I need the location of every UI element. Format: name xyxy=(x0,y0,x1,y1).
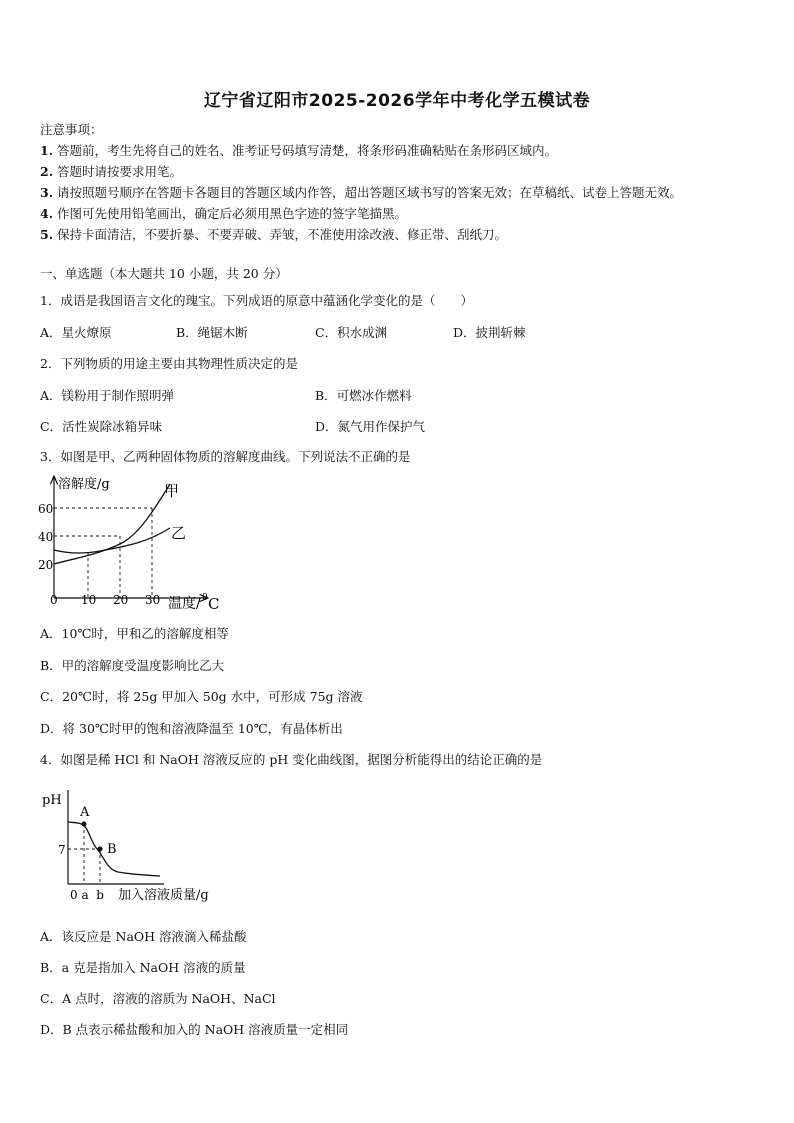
notice-num: 2. xyxy=(40,164,54,179)
notice-num: 5. xyxy=(40,227,54,242)
q2-stem: 2．下列物质的用途主要由其物理性质决定的是 xyxy=(40,356,298,371)
notice-text: 保持卡面清洁，不要折暴、不要弄破、弄皱，不准使用涂改液、修正带、刮纸刀。 xyxy=(57,227,508,242)
q3-option-c: C．20℃时，将 25g 甲加入 50g 水中，可形成 75g 溶液 xyxy=(40,689,363,704)
point-a-label: A xyxy=(80,805,90,820)
q4-stem: 4．如图是稀 HCl 和 NaOH 溶液反应的 pH 变化曲线图，据图分析能得出的结论正确的是 xyxy=(40,752,543,767)
y-tick: 60 xyxy=(38,502,54,516)
q1-option-b: B．绳锯木断 xyxy=(176,325,248,340)
notice-text: 答题时请按要求用笔。 xyxy=(57,164,183,179)
q2-option-a: A．镁粉用于制作照明弹 xyxy=(40,388,175,403)
q3-option-b: B．甲的溶解度受温度影响比乙大 xyxy=(40,658,225,673)
curve-jia xyxy=(54,484,170,564)
q2-option-d: D．氮气用作保护气 xyxy=(315,419,426,434)
q3-option-d: D．将 30℃时甲的饱和溶液降温至 10℃，有晶体析出 xyxy=(40,721,343,736)
q4-option-d: D．B 点表示稀盐酸和加入的 NaOH 溶液质量一定相同 xyxy=(40,1022,349,1037)
x-tick: 0 xyxy=(50,593,58,607)
notice-num: 3. xyxy=(40,185,54,200)
notice-item-5 xyxy=(40,225,507,243)
x-tick: 10 xyxy=(81,593,97,607)
guide-lines xyxy=(68,824,100,884)
q4-option-c: C．A 点时，溶液的溶质为 NaOH、NaCl xyxy=(40,991,276,1006)
q1-option-c: C．积水成渊 xyxy=(315,325,388,340)
solubility-graph xyxy=(36,470,236,620)
y-axis-label: 溶解度/g xyxy=(58,477,110,492)
y-tick-7: 7 xyxy=(58,843,66,857)
y-tick: 40 xyxy=(38,530,54,544)
x-axis-unit-superscript: 0 xyxy=(202,593,208,603)
notice-item-2 xyxy=(40,162,182,180)
curve-jia-label: 甲 xyxy=(164,482,180,500)
q2-option-b: B．可燃冰作燃料 xyxy=(315,388,412,403)
ph-graph xyxy=(40,788,230,910)
q1-option-a: A．星火燎原 xyxy=(40,325,112,340)
q1-stem: 1．成语是我国语言文化的瑰宝。下列成语的原意中蕴涵化学变化的是（ ） xyxy=(40,293,473,308)
point-a xyxy=(82,822,87,827)
point-b xyxy=(98,847,103,852)
x-axis-unit: C xyxy=(208,595,220,613)
notice-num: 1. xyxy=(40,143,54,158)
x-axis-label: 加入溶液质量/g xyxy=(118,888,209,903)
x-tick: 30 xyxy=(145,593,161,607)
y-axis-label: pH xyxy=(42,793,62,808)
x-tick-labels: 0 a b xyxy=(70,888,104,902)
q2-option-c: C．活性炭除冰箱异味 xyxy=(40,419,163,434)
notice-item-4 xyxy=(40,204,407,222)
y-tick: 20 xyxy=(38,558,54,572)
q4-option-b: B．a 克是指加入 NaOH 溶液的质量 xyxy=(40,960,246,975)
notice-text: 答题前，考生先将自己的姓名、准考证号码填写清楚，将条形码准确粘贴在条形码区域内。 xyxy=(57,143,558,158)
q1-option-d: D．披荆斩棘 xyxy=(453,325,526,340)
section-heading: 一、单选题（本大题共 10 小题，共 20 分） xyxy=(40,266,288,281)
notice-num: 4. xyxy=(40,206,54,221)
x-axis-label: 温度/ xyxy=(168,596,201,612)
notice-heading: 注意事项： xyxy=(40,122,103,137)
x-tick: 20 xyxy=(113,593,129,607)
notice-text: 作图可先使用铅笔画出，确定后必须用黑色字迹的签字笔描黑。 xyxy=(57,206,408,221)
q3-option-a: A．10℃时，甲和乙的溶解度相等 xyxy=(40,626,229,641)
notice-text: 请按照题号顺序在答题卡各题目的答题区域内作答，超出答题区域书写的答案无效；在草稿纸、试卷上答题无效。 xyxy=(57,185,683,200)
page-title: 辽宁省辽阳市2025-2026学年中考化学五模试卷 xyxy=(203,91,591,111)
curve-yi-label: 乙 xyxy=(171,524,187,542)
q4-option-a: A．该反应是 NaOH 溶液滴入稀盐酸 xyxy=(40,929,247,944)
curve-yi xyxy=(54,528,170,553)
notice-item-1 xyxy=(40,141,557,159)
point-b-label: B xyxy=(107,842,117,857)
notice-item-3 xyxy=(40,183,682,201)
q3-stem: 3．如图是甲、乙两种固体物质的溶解度曲线。下列说法不正确的是 xyxy=(40,449,411,464)
